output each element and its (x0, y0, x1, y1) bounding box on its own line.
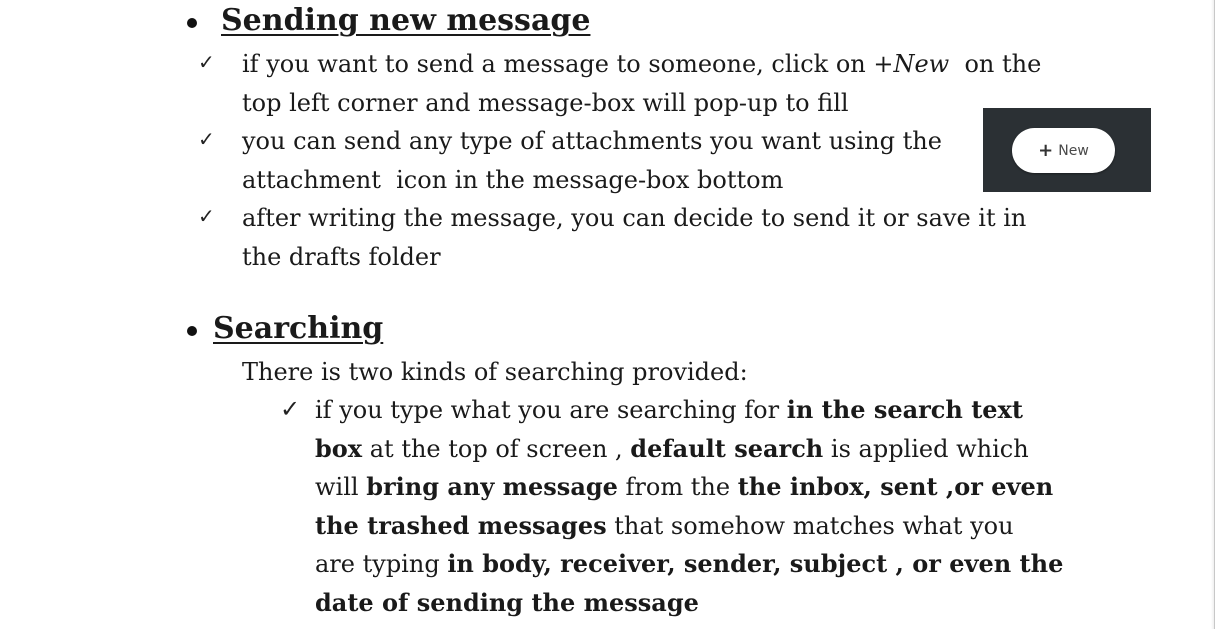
bold-text: box (315, 433, 363, 463)
bold-text: the trashed messages (315, 510, 607, 540)
text-line (315, 430, 1063, 469)
text-run: attachment icon in the message-box bottom (242, 165, 784, 194)
new-button-label: New (1058, 142, 1089, 159)
new-message-button[interactable] (1012, 128, 1115, 173)
text-line (242, 45, 1041, 84)
text-run: from the (617, 473, 738, 501)
new-button-screenshot (983, 108, 1151, 192)
bold-text: in the search text (786, 395, 1023, 424)
bold-text: in body, receiver, sender, subject , or even the (447, 549, 1064, 578)
text-line (315, 584, 1063, 623)
text-run: the drafts folder (242, 242, 441, 271)
text-run: after writing the message, you can decide to send it or save it in (242, 204, 1027, 232)
searching-intro: There is two kinds of searching provided: (242, 358, 748, 386)
text-run: you can send any type of attachments you want using the (242, 127, 942, 155)
bold-text: date of sending the message (315, 587, 699, 617)
bold-text: the inbox, sent ,or even (737, 472, 1054, 501)
text-run: will (315, 473, 367, 501)
section-heading-searching: Searching (213, 311, 384, 346)
text-line (242, 84, 1041, 123)
text-line (315, 545, 1063, 584)
text-line (315, 391, 1063, 430)
section-bullet (187, 18, 197, 28)
checkmark-icon: ✓ (198, 204, 215, 228)
checkmark-icon: ✓ (198, 127, 215, 151)
list-item-send-new (242, 45, 1041, 122)
list-item-drafts (242, 199, 1026, 276)
text-run: are typing (315, 550, 448, 578)
bold-text: default search (630, 433, 824, 463)
section-heading-sending: Sending new message (221, 3, 591, 38)
checkmark-icon: ✓ (280, 395, 301, 423)
text-line (315, 507, 1063, 546)
text-line (242, 122, 942, 161)
list-item-attachments (242, 122, 942, 199)
text-line (242, 238, 1026, 277)
text-run: that somehow matches what you (606, 511, 1014, 540)
text-line (242, 161, 942, 200)
text-run: is applied which (823, 434, 1029, 463)
italic-text: +New (873, 50, 950, 78)
plus-icon: + (1038, 140, 1054, 161)
text-line (242, 199, 1026, 238)
bold-text: bring any message (366, 472, 618, 501)
text-run: top left corner and message-box will pop-up to fill (242, 88, 849, 117)
checkmark-icon: ✓ (198, 50, 215, 74)
section-bullet (187, 326, 197, 336)
text-run: if you want to send a message to someone, click on (242, 50, 874, 78)
list-item-default-search (315, 391, 1063, 622)
text-run: at the top of screen , (362, 434, 631, 463)
text-line (315, 468, 1063, 507)
text-run: if you type what you are searching for (315, 396, 787, 424)
text-run: on the (949, 50, 1042, 78)
